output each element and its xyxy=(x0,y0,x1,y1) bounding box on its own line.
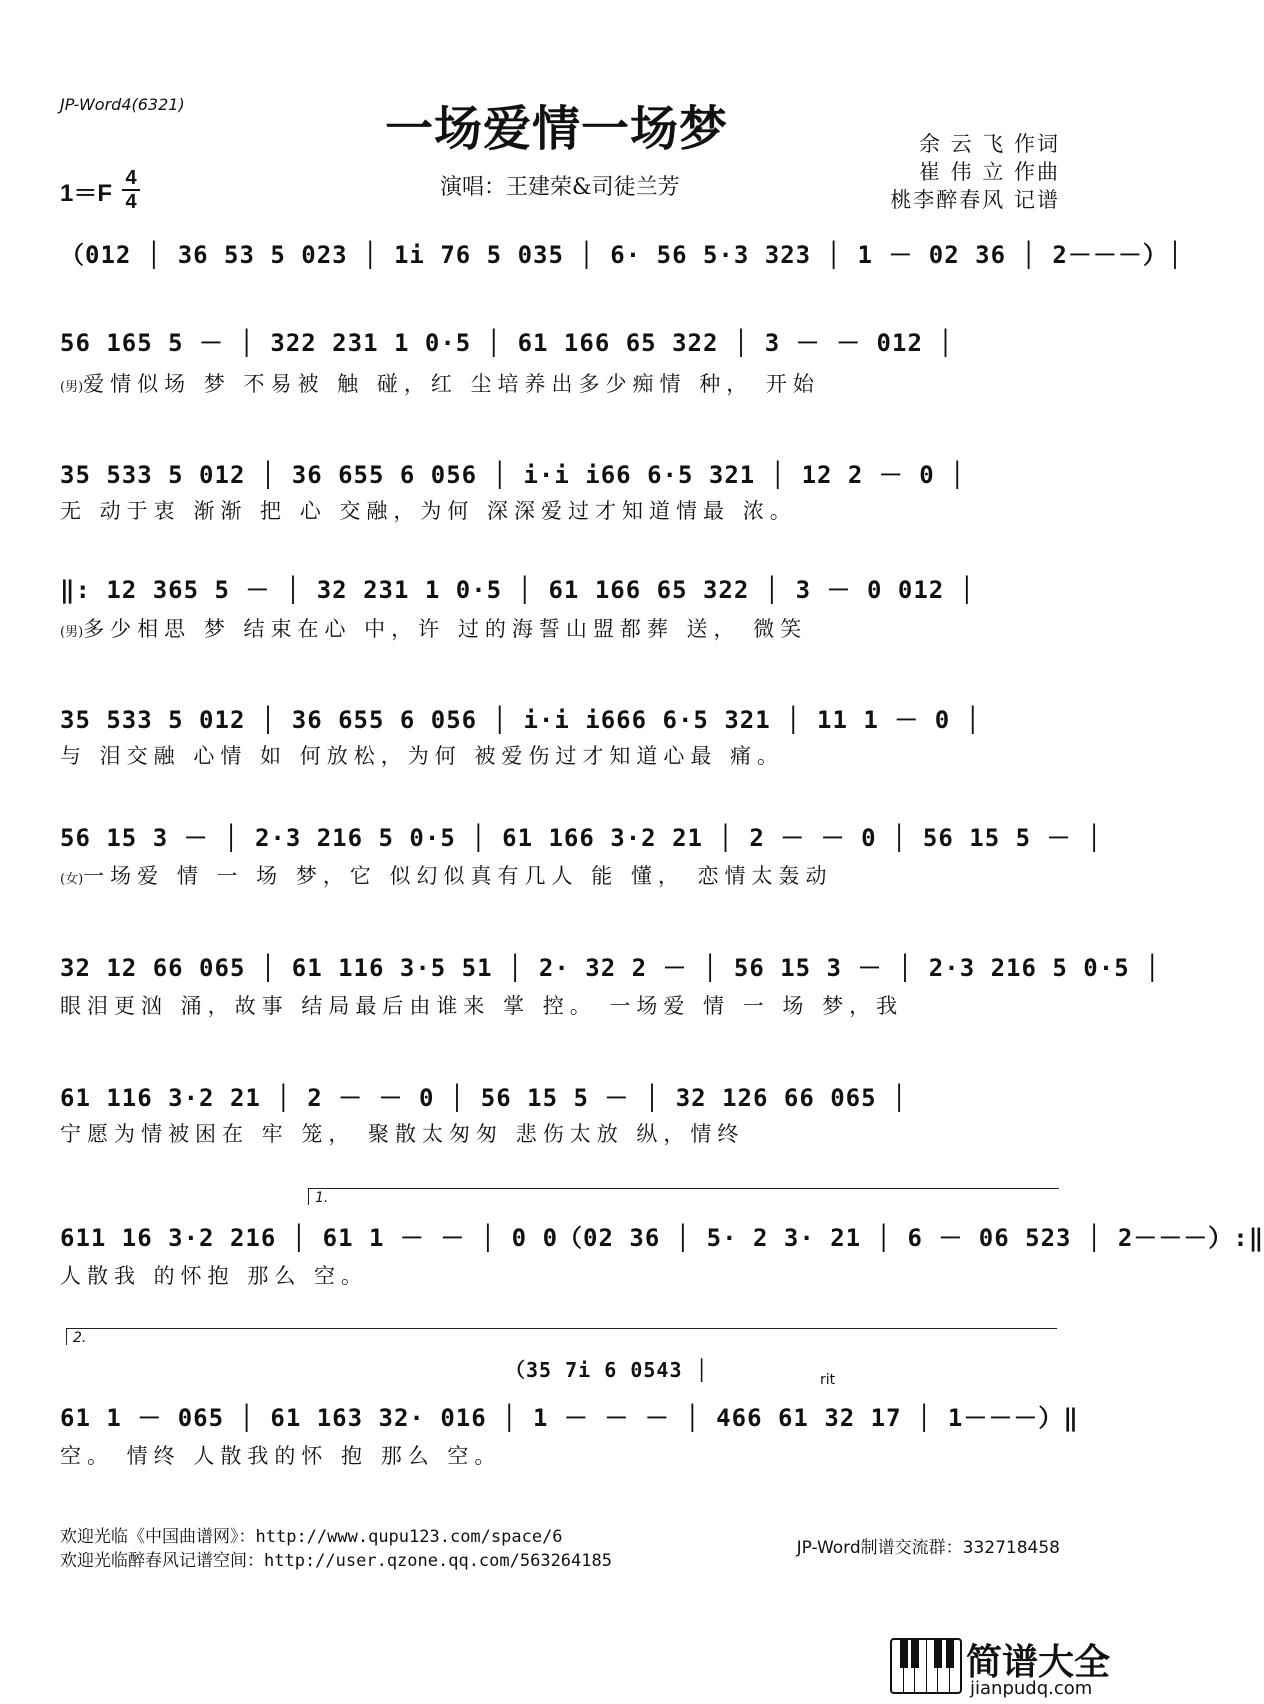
key-signature xyxy=(60,168,140,212)
notation-row: 56 15 3 － │ 2·3 216 5 0·5 │ 61 166 3·2 21 │ 2 － － 0 │ 56 15 5 － │ xyxy=(60,824,1103,852)
volta-label: 1. xyxy=(315,1190,329,1206)
tempo-marking: rit xyxy=(820,1372,836,1388)
notation-row: 56 165 5 － │ 322 231 1 0·5 │ 61 166 65 322 │ 3 － － 012 │ xyxy=(60,329,954,357)
lyric-row: 无 动于衷 渐渐 把 心 交融，为何 深深爱过才知道情最 浓。 xyxy=(60,499,797,523)
voice-tag: (男) xyxy=(60,625,84,640)
site-logo[interactable] xyxy=(880,1632,1120,1704)
voice-tag: (女) xyxy=(60,872,84,887)
time-bottom: 4 xyxy=(125,191,137,213)
notation-upper: （35 7i 6 0543 │ xyxy=(505,1358,709,1382)
notation-row: 32 12 66 065 │ 61 116 3·5 51 │ 2· 32 2 － │ 56 15 3 － │ 2·3 216 5 0·5 │ xyxy=(60,954,1161,982)
lyric-row: 宁愿为情被困在 牢 笼， 聚散太匆匆 悲伤太放 纵，情终 xyxy=(60,1122,745,1146)
song-title: 一场爱情一场梦 xyxy=(385,101,729,157)
notation-row: （012 │ 36 53 5 023 │ 1i 76 5 035 │ 6· 56 5·3 323 │ 1 － 02 36 │ 2－－－）│ xyxy=(60,241,1184,269)
second-ending-bracket xyxy=(66,1328,1057,1345)
notation-row: 611 16 3·2 216 │ 61 1 － － │ 0 0（02 36 │ 5· 2 3· 21 │ 6 － 06 523 │ 2－－－）:‖ xyxy=(60,1224,1264,1252)
lyric-row: 人散我 的怀抱 那么 空。 xyxy=(60,1264,369,1288)
key-label: 1＝F xyxy=(60,179,113,207)
notation-row: 35 533 5 012 │ 36 655 6 056 │ i·i i66 6·5 321 │ 12 2 － 0 │ xyxy=(60,461,966,489)
transcriber-credit: 桃李醉春风 记谱 xyxy=(890,188,1060,212)
lyric-text: 一场爱 情 一 场 梦，它 似幻似真有几人 能 懂， 恋情太轰动 xyxy=(83,864,833,888)
notation-row: 61 1 － 065 │ 61 163 32· 016 │ 1 － － － │ 466 61 32 17 │ 1－－－）‖ xyxy=(60,1404,1079,1432)
lyric-row xyxy=(60,613,807,643)
lyric-row xyxy=(60,860,833,890)
voice-tag: (男) xyxy=(60,380,84,395)
composer-credit: 崔 伟 立 作曲 xyxy=(918,160,1060,184)
footer-link-2[interactable]: 欢迎光临醉春风记谱空间：http://user.qzone.qq.com/563264185 xyxy=(60,1551,612,1571)
time-signature xyxy=(122,168,140,212)
volta-label: 2. xyxy=(73,1330,87,1346)
lyric-text: 爱情似场 梦 不易被 触 碰，红 尘培养出多少痴情 种， 开始 xyxy=(83,372,820,396)
piano-keys-icon xyxy=(890,1638,962,1694)
logo-text: 简谱大全 xyxy=(966,1642,1111,1683)
footer-link-1[interactable]: 欢迎光临《中国曲谱网》：http://www.qupu123.com/space/6 xyxy=(60,1527,563,1547)
lyric-row: 空。 情终 人散我的怀 抱 那么 空。 xyxy=(60,1444,502,1468)
singer-credit: 演唱：王建荣&司徒兰芳 xyxy=(440,175,680,200)
notation-row: 61 116 3·2 21 │ 2 － － 0 │ 56 15 5 － │ 32 126 66 065 │ xyxy=(60,1084,908,1112)
lyric-row xyxy=(60,368,820,398)
lyric-text: 多少相思 梦 结束在心 中，许 过的海誓山盟都葬 送， 微笑 xyxy=(83,617,808,641)
software-label: JP-Word4(6321) xyxy=(60,95,185,114)
lyric-row: 眼泪更汹 涌，故事 结局最后由谁来 掌 控。 一场爱 情 一 场 梦，我 xyxy=(60,994,904,1018)
time-top: 4 xyxy=(125,167,137,189)
lyricist-credit: 余 云 飞 作词 xyxy=(918,132,1060,156)
first-ending-bracket xyxy=(308,1188,1059,1205)
lyric-row: 与 泪交融 心情 如 何放松，为何 被爱伤过才知道心最 痛。 xyxy=(60,744,785,768)
notation-row: ‖: 12 365 5 － │ 32 231 1 0·5 │ 61 166 65 322 │ 3 － 0 012 │ xyxy=(60,576,976,604)
qq-group: JP-Word制谱交流群：332718458 xyxy=(796,1538,1060,1558)
logo-url: jianpudq.com xyxy=(970,1678,1093,1699)
notation-row: 35 533 5 012 │ 36 655 6 056 │ i·i i666 6·5 321 │ 11 1 － 0 │ xyxy=(60,706,982,734)
